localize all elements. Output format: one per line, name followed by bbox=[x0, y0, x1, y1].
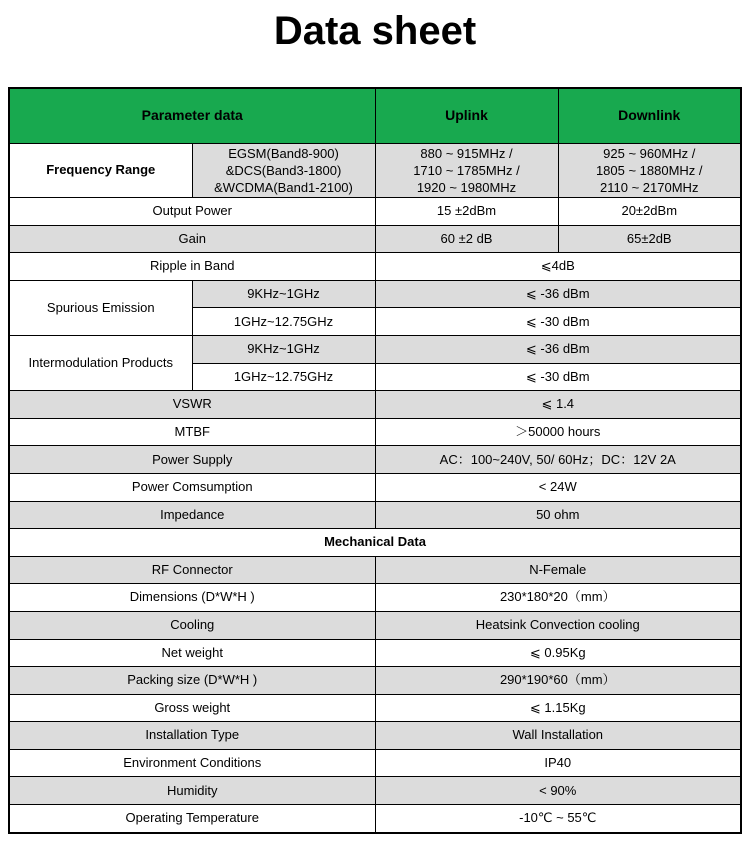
gain-label: Gain bbox=[9, 225, 375, 253]
gross-weight-label: Gross weight bbox=[9, 694, 375, 722]
gain-downlink-value: 65±2dB bbox=[558, 225, 741, 253]
environment-conditions-row bbox=[9, 749, 741, 777]
gross-weight-value: ⩽ 1.15Kg bbox=[375, 694, 741, 722]
operating-temperature-row bbox=[9, 805, 741, 833]
cooling-row bbox=[9, 611, 741, 639]
intermodulation-value-1: ⩽ -36 dBm bbox=[375, 335, 741, 363]
vswr-value: ⩽ 1.4 bbox=[375, 391, 741, 419]
spurious-emission-value-1: ⩽ -36 dBm bbox=[375, 280, 741, 308]
frequency-band-line: &DCS(Band3-1800) bbox=[225, 163, 342, 178]
gross-weight-row bbox=[9, 694, 741, 722]
net-weight-value: ⩽ 0.95Kg bbox=[375, 639, 741, 667]
output-power-label: Output Power bbox=[9, 198, 375, 226]
frequency-band-line: &WCDMA(Band1-2100) bbox=[214, 180, 353, 195]
frequency-uplink-cell bbox=[375, 144, 558, 198]
power-supply-value: AC：100~240V, 50/ 60Hz；DC：12V 2A bbox=[375, 446, 741, 474]
intermodulation-range-1: 9KHz~1GHz bbox=[192, 335, 375, 363]
cooling-label: Cooling bbox=[9, 611, 375, 639]
dimensions-label: Dimensions (D*W*H ) bbox=[9, 584, 375, 612]
spurious-emission-range-1: 9KHz~1GHz bbox=[192, 280, 375, 308]
datasheet-table bbox=[8, 87, 742, 834]
impedance-row bbox=[9, 501, 741, 529]
intermodulation-row-1 bbox=[9, 335, 741, 363]
header-uplink: Uplink bbox=[375, 88, 558, 144]
intermodulation-range-2: 1GHz~12.75GHz bbox=[192, 363, 375, 391]
frequency-bands-cell bbox=[192, 144, 375, 198]
frequency-range-label: Frequency Range bbox=[9, 144, 192, 198]
rf-connector-label: RF Connector bbox=[9, 556, 375, 584]
mechanical-data-section-row bbox=[9, 529, 741, 557]
humidity-label: Humidity bbox=[9, 777, 375, 805]
spurious-emission-label: Spurious Emission bbox=[9, 280, 192, 335]
rf-connector-row bbox=[9, 556, 741, 584]
power-consumption-row bbox=[9, 473, 741, 501]
header-downlink: Downlink bbox=[558, 88, 741, 144]
installation-type-label: Installation Type bbox=[9, 722, 375, 750]
output-power-uplink-value: 15 ±2dBm bbox=[375, 198, 558, 226]
packing-size-value: 290*190*60（mm） bbox=[375, 667, 741, 695]
intermodulation-label: Intermodulation Products bbox=[9, 335, 192, 390]
ripple-in-band-label: Ripple in Band bbox=[9, 253, 375, 281]
humidity-value: < 90% bbox=[375, 777, 741, 805]
header-parameter-data: Parameter data bbox=[9, 88, 375, 144]
installation-type-value: Wall Installation bbox=[375, 722, 741, 750]
vswr-row bbox=[9, 391, 741, 419]
power-consumption-value: < 24W bbox=[375, 473, 741, 501]
spurious-emission-range-2: 1GHz~12.75GHz bbox=[192, 308, 375, 336]
power-supply-row bbox=[9, 446, 741, 474]
environment-conditions-label: Environment Conditions bbox=[9, 749, 375, 777]
installation-type-row bbox=[9, 722, 741, 750]
net-weight-label: Net weight bbox=[9, 639, 375, 667]
mechanical-data-section-header: Mechanical Data bbox=[9, 529, 741, 557]
cooling-value: Heatsink Convection cooling bbox=[375, 611, 741, 639]
packing-size-label: Packing size (D*W*H ) bbox=[9, 667, 375, 695]
gain-row bbox=[9, 225, 741, 253]
environment-conditions-value: IP40 bbox=[375, 749, 741, 777]
impedance-label: Impedance bbox=[9, 501, 375, 529]
ripple-in-band-row bbox=[9, 253, 741, 281]
dimensions-value: 230*180*20（mm） bbox=[375, 584, 741, 612]
dimensions-row bbox=[9, 584, 741, 612]
power-supply-label: Power Supply bbox=[9, 446, 375, 474]
humidity-row bbox=[9, 777, 741, 805]
frequency-uplink-line: 1710 ~ 1785MHz / bbox=[413, 163, 520, 178]
frequency-downlink-line: 925 ~ 960MHz / bbox=[603, 146, 696, 161]
net-weight-row bbox=[9, 639, 741, 667]
intermodulation-value-2: ⩽ -30 dBm bbox=[375, 363, 741, 391]
vswr-label: VSWR bbox=[9, 391, 375, 419]
frequency-uplink-line: 1920 ~ 1980MHz bbox=[416, 180, 517, 195]
operating-temperature-value: -10℃ ~ 55℃ bbox=[375, 805, 741, 833]
page-title: Data sheet bbox=[273, 9, 477, 53]
frequency-downlink-cell bbox=[558, 144, 741, 198]
gain-uplink-value: 60 ±2 dB bbox=[375, 225, 558, 253]
frequency-downlink-line: 2110 ~ 2170MHz bbox=[600, 180, 699, 195]
spurious-emission-row-1 bbox=[9, 280, 741, 308]
spurious-emission-value-2: ⩽ -30 dBm bbox=[375, 308, 741, 336]
frequency-uplink-line: 880 ~ 915MHz / bbox=[420, 146, 513, 161]
frequency-range-row bbox=[9, 144, 741, 198]
frequency-downlink-line: 1805 ~ 1880MHz / bbox=[595, 163, 703, 178]
packing-size-row bbox=[9, 667, 741, 695]
mtbf-label: MTBF bbox=[9, 418, 375, 446]
impedance-value: 50 ohm bbox=[375, 501, 741, 529]
frequency-band-line: EGSM(Band8-900) bbox=[228, 146, 339, 161]
ripple-in-band-value: ⩽4dB bbox=[375, 253, 741, 281]
rf-connector-value: N-Female bbox=[375, 556, 741, 584]
table-header-row bbox=[9, 88, 741, 144]
mtbf-value: ＞50000 hours bbox=[375, 418, 741, 446]
operating-temperature-label: Operating Temperature bbox=[9, 805, 375, 833]
mtbf-row bbox=[9, 418, 741, 446]
power-consumption-label: Power Comsumption bbox=[9, 473, 375, 501]
output-power-downlink-value: 20±2dBm bbox=[558, 198, 741, 226]
output-power-row bbox=[9, 198, 741, 226]
